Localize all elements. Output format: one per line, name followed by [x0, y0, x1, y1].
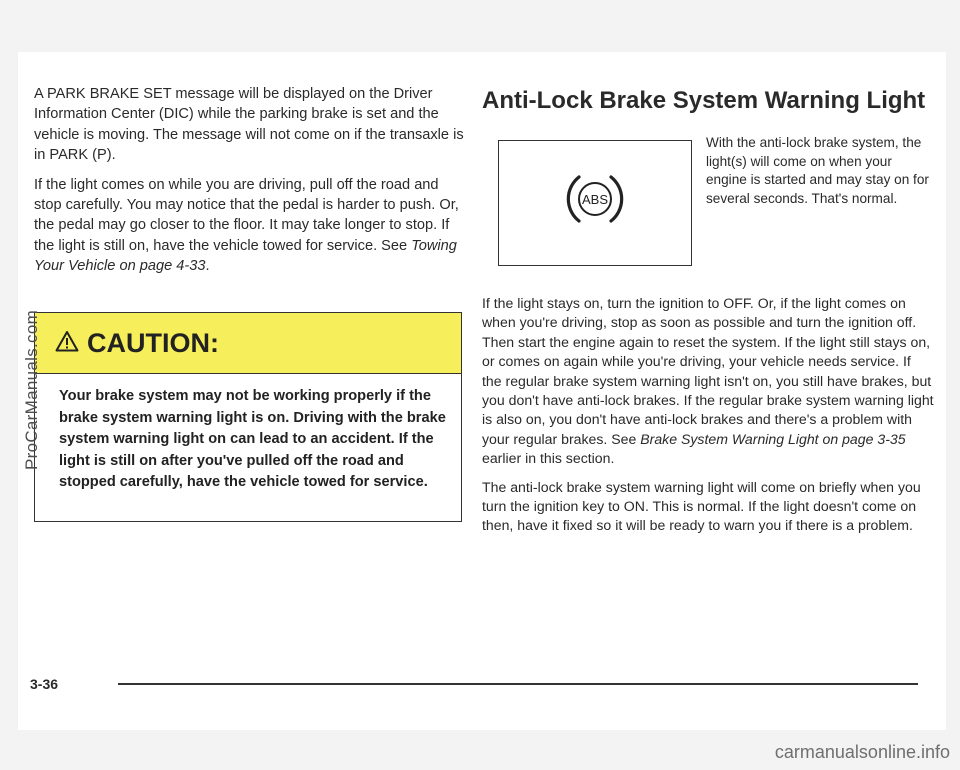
- abs-light-row: [482, 134, 934, 268]
- light-stays-on-paragraph: If the light stays on, turn the ignition to OFF. Or, if the light comes on when you're driving, stop as soon as possible and turn the ignition off. Then start the engine again to reset the system. If the light still stays on, or comes on again while you're driving, your vehicle needs service. If the regular brake system warning light isn't on, you still have brakes, but you don't have anti-lock brakes. If the regular brake system warning light is also on, you don't have anti-lock brakes and there's a problem with your regular brakes. See Brake System Warning Light on page 3-35 earlier in this section.: [482, 295, 934, 467]
- abs-description: With the anti-lock brake system, the light(s) will come on when your engine is started and may stay on for several seconds. That's normal.: [706, 135, 929, 206]
- bottom-watermark: carmanualsonline.info: [774, 742, 950, 762]
- section-title: Anti-Lock Brake System Warning Light: [482, 87, 926, 114]
- brake-warning-reference-link[interactable]: Brake System Warning Light on page 3-35: [640, 430, 906, 447]
- abs-icon-label: ABS: [581, 192, 609, 207]
- light-on-paragraph: If the light comes on while you are driving, pull off the road and stop carefully. You may notice that the pedal is harder to push. Or, the pedal may go closer to the floor. It may take longer to stop. If the light is still on, have the vehicle towed for service. See Towing Your Vehicle on page 4-33.: [34, 176, 459, 275]
- caution-text: Your brake system may not be working properly if the brake system warning light is on. Driving with the brake system warning light on can lead to an accident. If the light is still on after you've pulled off the road and stopped carefully, have the vehicle towed for service.: [59, 388, 446, 490]
- caution-box: [34, 312, 462, 522]
- caution-header: [35, 313, 461, 374]
- side-watermark: ProCarManuals.com: [22, 309, 41, 470]
- park-brake-paragraph: A PARK BRAKE SET message will be displayed on the Driver Information Center (DIC) while the parking brake is set and the vehicle is moving. The message will not come on if the transaxle is in PARK (P).: [34, 86, 464, 164]
- abs-symbol-box: [498, 140, 692, 266]
- right-body: [482, 294, 934, 536]
- warning-triangle-icon: [55, 330, 79, 357]
- page-number: 3-36: [30, 676, 59, 692]
- ignition-check-paragraph: The anti-lock brake system warning light will come on briefly when you turn the ignition key to ON. This is normal. If the light doesn't come on then, have it fixed so it will be ready to warn you if there is a problem.: [482, 478, 921, 534]
- towing-reference-link[interactable]: Towing Your Vehicle on page 4-33: [34, 237, 457, 275]
- footer-rule: [118, 683, 918, 685]
- caution-title: CAUTION:: [87, 327, 219, 358]
- right-column: [482, 84, 934, 536]
- left-column: [34, 84, 464, 277]
- abs-warning-light-icon: [499, 141, 691, 265]
